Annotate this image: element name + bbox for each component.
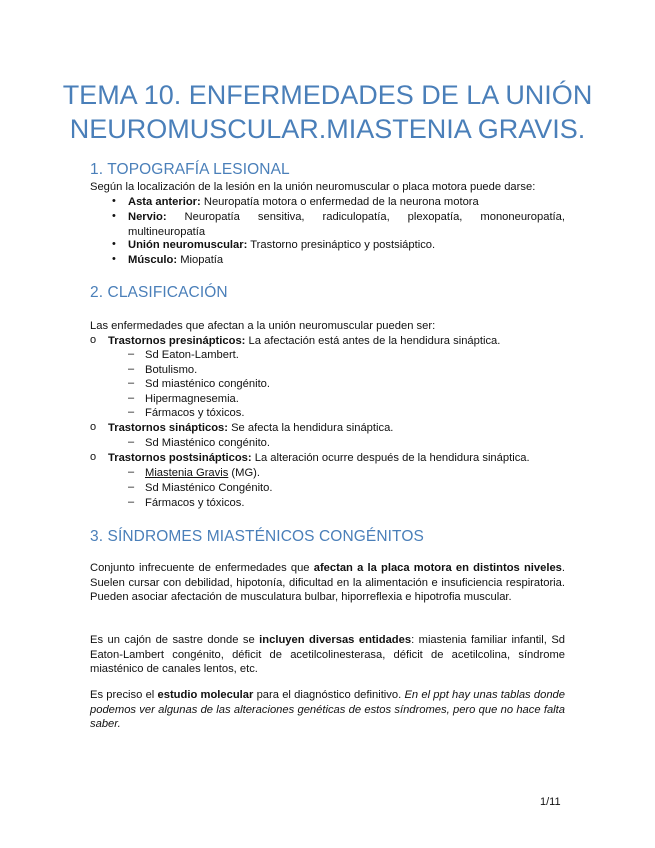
list-item (108, 451, 530, 466)
sub-item: Sd Miasténico Congénito. (145, 482, 273, 494)
sub-item (145, 466, 260, 481)
list-item (128, 253, 565, 268)
item-label: Trastornos presinápticos: (108, 335, 246, 347)
bullet-icon: • (112, 210, 116, 222)
section-3-heading: 3. SÍNDROMES MIASTÉNICOS CONGÉNITOS (90, 528, 424, 545)
title-line-2: NEUROMUSCULAR.MIASTENIA GRAVIS. (69, 114, 586, 144)
dash-icon: – (128, 496, 135, 508)
title-line-1: TEMA 10. ENFERMEDADES DE LA UNIÓN (62, 80, 593, 110)
text-run: Es un cajón de sastre donde se (90, 634, 260, 646)
dash-icon: – (128, 481, 135, 493)
dash-icon: – (128, 466, 135, 478)
bold-run: afectan a la placa motora en distintos niveles (313, 562, 562, 574)
dash-icon: – (128, 392, 135, 404)
sub-item: Sd miasténico congénito. (145, 378, 271, 390)
dash-icon: – (128, 363, 135, 375)
text-run: Es preciso el (90, 689, 158, 701)
italic-run: En el ppt hay unas tablas donde podemos ver algunas de las alteraciones genéticas de estos síndromes, pero que no hace falta saber. (90, 689, 565, 730)
item-text: Neuropatía motora o enfermedad de la neurona motora (200, 196, 479, 208)
sub-item: Fármacos y tóxicos. (145, 407, 245, 419)
page-number: 1/11 (540, 796, 561, 808)
dash-icon: – (128, 436, 135, 448)
section-3-paragraph-2 (90, 633, 565, 677)
item-text: Miopatía (177, 254, 224, 266)
sub-item: Sd Miasténico congénito. (145, 437, 271, 449)
list-item (108, 421, 393, 436)
bold-run: estudio molecular (157, 689, 254, 701)
list-item (128, 210, 565, 239)
item-text: La afectación está antes de la hendidura sináptica. (245, 335, 501, 347)
circle-bullet-icon: o (90, 334, 97, 346)
bold-run: incluyen diversas entidades (259, 634, 412, 646)
item-label: Unión neuromuscular: (128, 239, 248, 251)
item-label: Asta anterior: (128, 196, 201, 208)
page-title (40, 78, 615, 146)
underlined-term: Miastenia Gravis (145, 467, 229, 479)
bullet-icon: • (112, 253, 116, 265)
text-run: Conjunto infrecuente de enfermedades que (90, 562, 314, 574)
list-item (108, 334, 500, 349)
section-2-heading: 2. CLASIFICACIÓN (90, 284, 228, 301)
sub-item: Sd Eaton-Lambert. (145, 349, 239, 361)
list-item (128, 195, 565, 210)
section-3-paragraph-1 (90, 561, 565, 605)
section-1-intro: Según la localización de la lesión en la unión neuromuscular o placa motora puede darse: (90, 181, 536, 193)
dash-icon: – (128, 406, 135, 418)
item-label: Nervio: (128, 211, 167, 223)
section-3-paragraph-3 (90, 688, 565, 732)
circle-bullet-icon: o (90, 451, 97, 463)
text-run: . Suelen cursar con debilidad, hipotonía, dificultad en la alimentación e insuficiencia respiratoria. Pueden asociar afectación de musculatura bulbar, hiporreflexia e hipotrofia muscular. (90, 562, 565, 603)
item-label: Músculo: (128, 254, 178, 266)
item-label: Trastornos sinápticos: (108, 422, 228, 434)
bullet-icon: • (112, 238, 116, 250)
item-text: Se afecta la hendidura sináptica. (227, 422, 394, 434)
item-text: Trastorno presináptico y postsiáptico. (247, 239, 436, 251)
list-item (128, 238, 565, 253)
dash-icon: – (128, 377, 135, 389)
sub-item: Botulismo. (145, 364, 198, 376)
sub-item-text: (MG). (228, 467, 261, 479)
item-label: Trastornos postsinápticos: (108, 452, 252, 464)
item-text: La alteración ocurre después de la hendidura sináptica. (251, 452, 530, 464)
bullet-icon: • (112, 195, 116, 207)
text-run: : miastenia familiar infantil, Sd Eaton-Lambert congénito, déficit de acetilcolinesterasa, déficit de acetilcolina, síndrome miasténico de canales lentos, etc. (90, 634, 566, 675)
section-2-intro: Las enfermedades que afectan a la unión neuromuscular pueden ser: (90, 320, 436, 332)
section-1-heading: 1. TOPOGRAFÍA LESIONAL (90, 161, 290, 178)
dash-icon: – (128, 348, 135, 360)
sub-item: Fármacos y tóxicos. (145, 497, 245, 509)
circle-bullet-icon: o (90, 421, 97, 433)
sub-item: Hipermagnesemia. (145, 393, 239, 405)
text-run: para el diagnóstico definitivo. (253, 689, 405, 701)
item-text: Neuropatía sensitiva, radiculopatía, plexopatía, mononeuropatía, multineuropatía (128, 211, 565, 238)
